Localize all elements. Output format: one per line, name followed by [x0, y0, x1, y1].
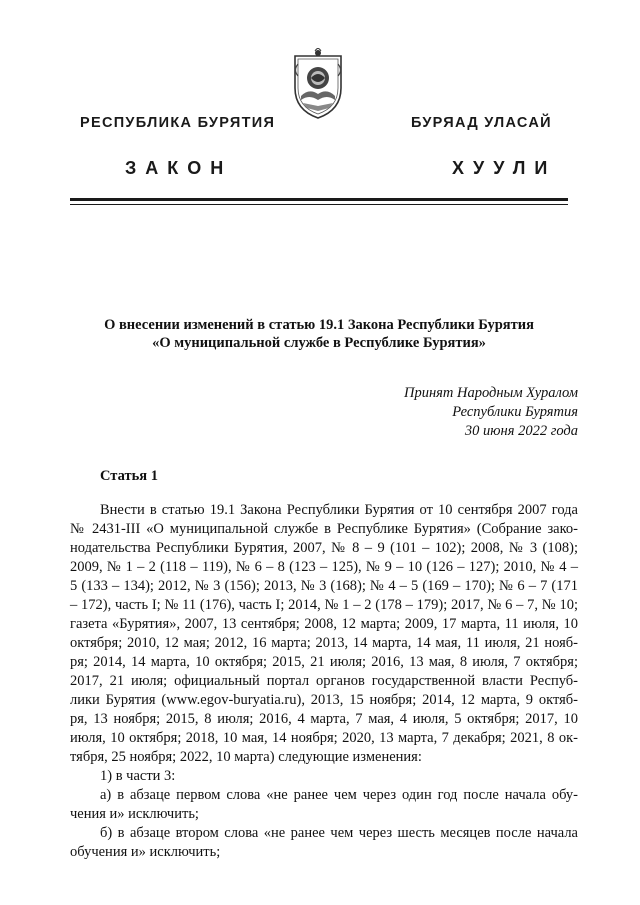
article-text-line: лики Бурятия (www.egov-buryatia.ru), 2013, 15 ноября; 2014, 12 марта, 9 октяб- [70, 692, 578, 708]
article-subitem-b: б) в абзаце втором слова «не ранее чем через шесть месяцев после начала [100, 825, 578, 841]
header-divider-thin [70, 204, 568, 205]
article-text-line: тября, 25 ноября; 2022, 10 марта) следующие изменения: [70, 749, 422, 765]
law-label-russian: ЗАКОН [125, 158, 233, 178]
adoption-date: 30 июня 2022 года [464, 423, 578, 439]
article-text-line: 2017, 21 июля; официальный портал органов государственной власти Респуб- [70, 673, 578, 689]
article-heading: Статья 1 [100, 468, 158, 484]
article-text-line: июля, 10 октября; 2018, 10 мая, 14 ноября; 2020, 13 марта, 7 декабря; 2021, 8 ок- [70, 730, 578, 746]
article-text-line: 2009, № 1 – 2 (118 – 119), № 6 – 8 (123 – 125), № 9 – 10 (126 – 127); 2010, № 4 – [70, 559, 578, 575]
header-left-title: РЕСПУБЛИКА БУРЯТИЯ [80, 115, 276, 131]
article-subitem-a: а) в абзаце первом слова «не ранее чем через один год после начала обу- [100, 787, 578, 803]
adoption-note [404, 384, 578, 441]
article-subitem-a-cont: чения и» исключить; [70, 806, 199, 822]
law-title [70, 316, 568, 352]
article-text-line: ря, 13 ноября; 2015, 8 июля; 2016, 4 марта, 7 мая, 4 июля, 5 октября; 2017, 10 [70, 711, 578, 727]
article-item-1: 1) в части 3: [100, 768, 176, 784]
article-body [70, 501, 578, 862]
law-title-line-2: «О муниципальной службе в Республике Бурятия» [152, 335, 486, 351]
article-text-line: ря; 2014, 14 марта, 10 октября; 2015, 21 июля; 2016, 13 мая, 8 июля, 7 октября; [70, 654, 578, 670]
article-subitem-b-cont: обучения и» исключить; [70, 844, 221, 860]
article-text-line: нодательства Республики Бурятия, 2007, № 8 – 9 (101 – 102); 2008, № 3 (108); [70, 540, 578, 556]
article-text-line: 5 (133 – 134); 2012, № 3 (156); 2013, № 3 (168); № 4 – 5 (169 – 170); № 6 – 7 (171 [70, 578, 578, 594]
coat-of-arms-icon [289, 48, 347, 120]
article-text-line: Внести в статью 19.1 Закона Республики Бурятия от 10 сентября 2007 года [100, 502, 578, 518]
law-label-buryat: ХУУЛИ [452, 158, 557, 178]
article-text-line: газета «Бурятия», 2007, 13 сентября; 2008, 12 марта; 2009, 17 марта, 11 июля, 10 [70, 616, 578, 632]
adoption-note-line-2: Республики Бурятия [452, 404, 578, 420]
header-divider-thick [70, 198, 568, 201]
article-text-line: № 2431-III «О муниципальной службе в Республике Бурятия» (Собрание зако- [70, 521, 578, 537]
header-right-title: БУРЯАД УЛАСАЙ [411, 115, 552, 131]
article-text-line: – 172), часть I; № 11 (176), часть I; 2014, № 1 – 2 (178 – 179); 2017, № 6 – 7, № 10; [70, 597, 578, 613]
article-text-line: октября; 2010, 12 мая; 2012, 16 марта; 2013, 14 марта, 14 мая, 11 июля, 21 нояб- [70, 635, 578, 651]
adoption-note-line-1: Принят Народным Хуралом [403, 385, 578, 401]
law-title-line-1: О внесении изменений в статью 19.1 Закона Республики Бурятия [104, 317, 534, 333]
